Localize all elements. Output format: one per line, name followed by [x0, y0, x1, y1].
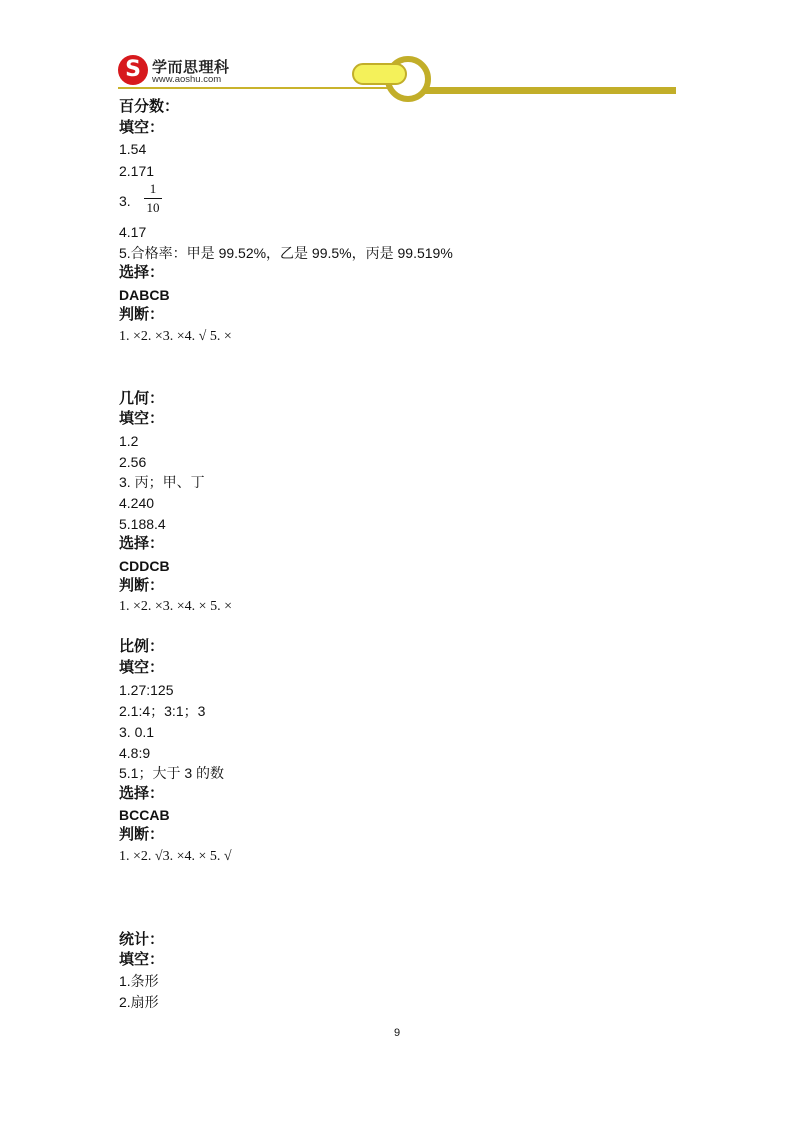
choice-answer: DABCB	[119, 287, 170, 303]
choice-heading: 选择：	[119, 785, 165, 802]
fill-answer: 2.171	[119, 163, 155, 179]
choice-heading: 选择：	[119, 535, 165, 552]
page-number: 9	[393, 1027, 401, 1039]
fill-answer: 2.56	[119, 454, 147, 470]
fill-heading: 填空：	[119, 659, 165, 676]
header-rule-thick	[395, 87, 676, 94]
fraction-one-tenth	[144, 181, 162, 216]
fill-answer: 1.条形	[119, 973, 159, 989]
section-title-ratio: 比例：	[119, 638, 165, 655]
fraction-bar	[144, 198, 162, 199]
fill-answer: 2.1:4；3:1；3	[119, 703, 206, 719]
fill-answer: 3. 丙；甲、丁	[119, 474, 205, 490]
fill-answer: 5.合格率：甲是 99.52%，乙是 99.5%，丙是 99.519%	[119, 245, 453, 261]
judge-heading: 判断：	[119, 826, 165, 843]
fill-answer: 5.1；大于 3 的数	[119, 765, 225, 781]
header-pill-ornament	[352, 63, 407, 85]
judge-heading: 判断：	[119, 306, 165, 323]
fill-answer: 3.	[119, 193, 131, 209]
fill-answer: 1.54	[119, 141, 147, 157]
fill-answer: 5.188.4	[119, 516, 166, 532]
fill-answer: 1.27:125	[119, 682, 174, 698]
brand-name: 学而思理科	[152, 59, 230, 76]
choice-answer: CDDCB	[119, 558, 170, 574]
choice-heading: 选择：	[119, 264, 165, 281]
judge-heading: 判断：	[119, 577, 165, 594]
header-rule-thin	[118, 87, 398, 89]
fill-answer: 4.8:9	[119, 745, 151, 761]
judge-answer: 1. ×2. ×3. ×4. √ 5. ×	[119, 329, 232, 344]
section-title-statistics: 统计：	[119, 931, 165, 948]
judge-answer: 1. ×2. √3. ×4. × 5. √	[119, 849, 232, 864]
brand-logo	[118, 55, 278, 91]
section-title-geometry: 几何：	[119, 390, 165, 407]
fill-heading: 填空：	[119, 119, 165, 136]
fill-answer: 2.扇形	[119, 994, 159, 1010]
fill-answer: 4.240	[119, 495, 155, 511]
fill-heading: 填空：	[119, 410, 165, 427]
fraction-denominator: 10	[146, 200, 160, 215]
fill-answer: 3. 0.1	[119, 724, 155, 740]
fill-answer: 1.2	[119, 433, 139, 449]
section-title-percent: 百分数：	[119, 98, 180, 115]
fill-heading: 填空：	[119, 951, 165, 968]
choice-answer: BCCAB	[119, 807, 170, 823]
brand-url: www.aoshu.com	[152, 74, 222, 85]
fill-answer: 4.17	[119, 224, 147, 240]
fraction-numerator: 1	[149, 181, 157, 196]
judge-answer: 1. ×2. ×3. ×4. × 5. ×	[119, 599, 232, 614]
logo-s-icon: S	[118, 55, 148, 85]
